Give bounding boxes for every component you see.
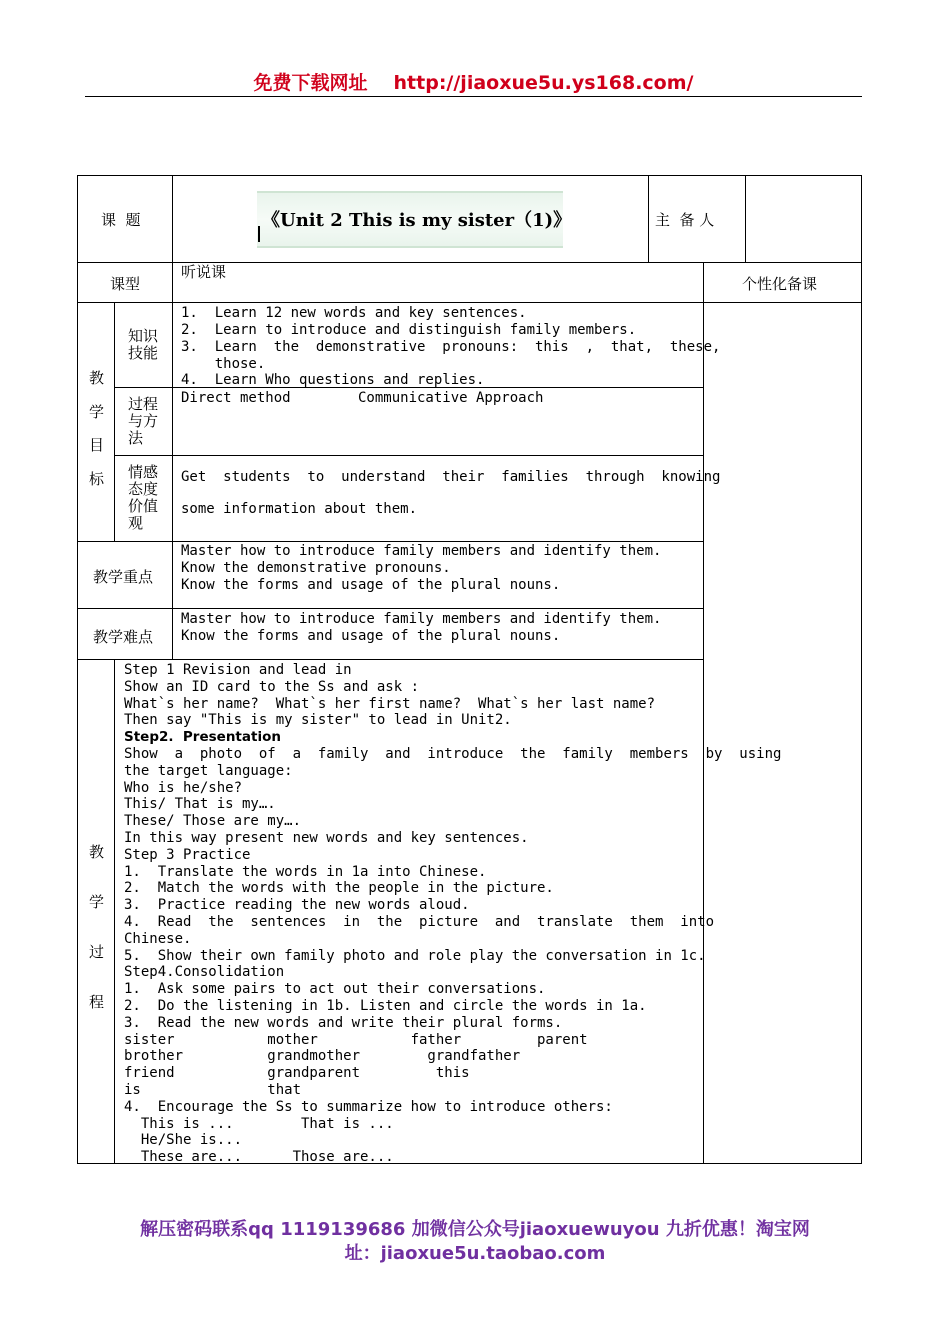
- key-point: Know the demonstrative pronouns.: [181, 560, 451, 576]
- procedure-line: Chinese.: [124, 930, 192, 947]
- footer-line-1: 解压密码联系qq 1119139686 加微信公众号jiaoxuewuyou 九折优惠！淘宝网: [140, 1219, 810, 1240]
- procedure-line: Show an ID card to the Ss and ask :: [124, 678, 420, 695]
- difficulty: Know the forms and usage of the plural nouns.: [181, 628, 561, 644]
- key-point: Master how to introduce family members and identify them.: [181, 543, 662, 559]
- knowledge-item: 1. Learn 12 new words and key sentences.: [181, 305, 527, 321]
- procedure-line: brother grandmother grandfather: [124, 1048, 521, 1065]
- knowledge-item: those.: [181, 356, 266, 372]
- emotion-line: Get students to understand their families through knowing: [181, 469, 721, 485]
- knowledge-item: 4. Learn Who questions and replies.: [181, 372, 485, 388]
- procedure-line: What`s her name? What`s her first name? What`s her last name?: [124, 695, 656, 712]
- emotion-label: 情感 态度 价值 观: [128, 463, 159, 532]
- procedure-line: 2. Do the listening in 1b. Listen and circle the words in 1a.: [124, 998, 647, 1014]
- text-cursor: [258, 226, 260, 242]
- procedure-line: 5. Show their own family photo and role play the conversation in 1c.: [124, 947, 706, 964]
- download-header: [85, 68, 862, 97]
- preparer-label: 主 备 人: [655, 211, 715, 229]
- lesson-title: 《Unit 2 This is my sister（1)》: [262, 210, 572, 231]
- procedure-line: These/ Those are my….: [124, 813, 302, 830]
- footer-promo: [85, 1218, 865, 1266]
- procedure-line: Step 1 Revision and lead in: [124, 662, 352, 678]
- procedure-line: He/She is...: [124, 1132, 243, 1149]
- key-point: Know the forms and usage of the plural nouns.: [181, 577, 561, 593]
- procedure-label: 教 学 过 程: [89, 843, 105, 1011]
- procedure-line: Step4.Consolidation: [124, 964, 285, 981]
- procedure-line: These are... Those are...: [124, 1149, 394, 1166]
- knowledge-item: 2. Learn to introduce and distinguish family members.: [181, 322, 637, 338]
- process-value: Direct method Communicative Approach: [181, 390, 544, 406]
- type-value: 听说课: [181, 263, 227, 281]
- procedure-line: friend grandparent this: [124, 1065, 470, 1082]
- process-label: 过程 与方 法: [128, 395, 159, 447]
- procedure-line: This is ... That is ...: [124, 1115, 394, 1132]
- footer-line-2: 址：jiaoxue5u.taobao.com: [344, 1243, 606, 1264]
- topic-label: 课 题: [101, 211, 141, 229]
- key-points-label: 教学重点: [93, 568, 154, 586]
- procedure-line: Who is he/she?: [124, 779, 243, 796]
- procedure-line: Then say "This is my sister" to lead in Unit2.: [124, 712, 512, 729]
- procedure-line: This/ That is my….: [124, 796, 276, 813]
- procedure-line: In this way present new words and key sentences.: [124, 830, 529, 846]
- personal-notes-label: 个性化备课: [742, 275, 818, 293]
- procedure-line: sister mother father parent: [124, 1031, 588, 1048]
- procedure-line: Step2. Presentation: [124, 729, 281, 746]
- difficulty: Master how to introduce family members and identify them.: [181, 611, 662, 627]
- type-label: 课型: [110, 275, 141, 293]
- procedure-line: Show a photo of a family and introduce the family members by using: [124, 746, 782, 762]
- emotion-line: some information about them.: [181, 501, 418, 517]
- download-label: 免费下载网址: [253, 72, 368, 94]
- difficulties-label: 教学难点: [93, 628, 154, 646]
- procedure-line: 3. Read the new words and write their plural forms.: [124, 1014, 563, 1031]
- procedure-line: 1. Ask some pairs to act out their conversations.: [124, 981, 546, 998]
- procedure-line: 1. Translate the words in 1a into Chinese.: [124, 863, 487, 880]
- procedure-line: is that: [124, 1082, 302, 1098]
- procedure-line: the target language:: [124, 762, 293, 779]
- procedure-line: 4. Encourage the Ss to summarize how to introduce others:: [124, 1098, 613, 1115]
- procedure-line: 2. Match the words with the people in the picture.: [124, 880, 554, 897]
- download-url-link[interactable]: http://jiaoxue5u.ys168.com/: [393, 72, 694, 94]
- goals-label: 教 学 目 标: [89, 369, 105, 488]
- procedure-line: 4. Read the sentences in the picture and translate them into: [124, 914, 715, 930]
- knowledge-item: 3. Learn the demonstrative pronouns: this , that, these,: [181, 339, 721, 355]
- procedure-line: 3. Practice reading the new words aloud.: [124, 897, 470, 914]
- procedure-line: Step 3 Practice: [124, 846, 251, 863]
- knowledge-label: 知识 技能: [128, 327, 159, 362]
